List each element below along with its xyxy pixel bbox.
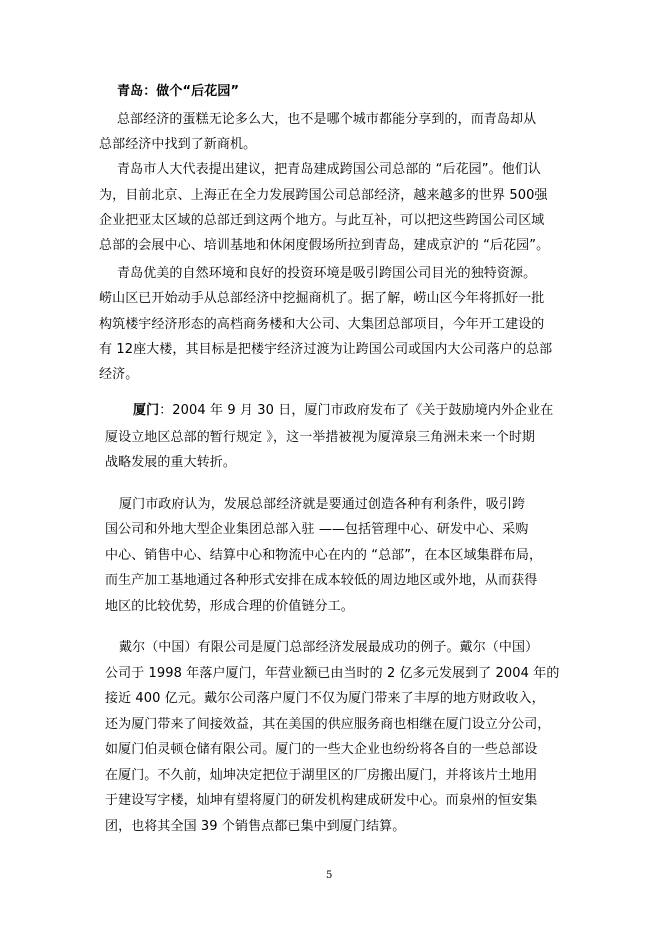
text-line: 于建设写字楼，灿坤有望将厦门的研发机构建成研发中心。而泉州的恒安集 <box>105 793 538 808</box>
text-line: 厦设立地区总部的暂行规定 》，这一举措被视为厦漳泉三角洲未来一个时期 <box>105 430 536 445</box>
section-heading-qingdao: 青岛：做个“后花园” <box>117 84 240 99</box>
text-line: 经济。 <box>99 367 139 382</box>
text-line: 团，也将其全国 39 个销售点都已集中到厦门结算。 <box>105 819 406 834</box>
text-line: 还为厦门带来了间接效益，其在美国的供应服务商也相继在厦门设立分公司， <box>105 717 551 732</box>
text-line: 公司于 1998 年落户厦门，年营业额已由当时的 2 亿多元发展到了 2004 年的 <box>105 666 560 681</box>
text-line: 有 12座大楼，其目标是把楼宇经济过渡为让跨国公司或国内大公司落户的总部 <box>99 342 553 357</box>
text-line: 为，目前北京、上海正在全力发展跨国公司总部经济，越来越多的世界 500强 <box>99 188 548 203</box>
text-line: 构筑楼宇经济形态的高档商务楼和大公司、大集团总部项目，今年开工建设的 <box>99 317 545 332</box>
text-line: 地区的比较优势，形成合理的价值链分工。 <box>105 599 354 614</box>
text-line: 企业把亚太区域的总部迁到这两个地方。与此互补，可以把这些跨国公司区域 <box>99 213 545 228</box>
text-line: 崂山区已开始动手从总部经济中挖掘商机了。据了解，崂山区今年将抓好一批 <box>99 291 545 306</box>
page-number: 5 <box>326 870 333 881</box>
text-line: 总部的会展中心、培训基地和休闲度假场所拉到青岛，建成京沪的 “后花园”。 <box>99 238 550 253</box>
text-line <box>133 403 553 419</box>
text-line: 厦门市政府认为，发展总部经济就是要通过创造各种有利条件，吸引跨 <box>119 497 526 512</box>
text-line: 青岛市人大代表提出建议，把青岛建成跨国公司总部的 “后花园”。他们认 <box>117 162 542 177</box>
text-line: 总部经济的蛋糕无论多么大，也不是哪个城市都能分享到的，而青岛却从 <box>117 112 537 127</box>
text-line: 中心、销售中心、结算中心和物流中心在内的 “总部”，在本区域集群布局， <box>105 548 543 563</box>
text-line: 戴尔（中国）有限公司是厦门总部经济发展最成功的例子。戴尔（中国） <box>119 640 539 655</box>
text-line: 战略发展的重大转折。 <box>105 455 237 470</box>
text-line: 青岛优美的自然环境和良好的投资环境是吸引跨国公司目光的独特资源。 <box>117 266 537 281</box>
text-line: 在厦门。不久前，灿坤决定把位于湖里区的厂房搬出厦门，并将该片土地用 <box>105 768 538 783</box>
text-line: 如厦门伯灵顿仓储有限公司。厦门的一些大企业也纷纷将各自的一些总部设 <box>105 742 538 757</box>
text-line: 总部经济中找到了新商机。 <box>99 137 257 152</box>
text-line: 接近 400 亿元。戴尔公司落户厦门不仅为厦门带来了丰厚的地方财政收入， <box>105 691 545 706</box>
text-line: 国公司和外地大型企业集团总部入驻 ——包括管理中心、研发中心、采购 <box>105 522 529 537</box>
text-line-body: ：2004 年 9 月 30 日，厦门市政府发布了《关于鼓励境内外企业在 <box>159 403 554 418</box>
section-label-xiamen: 厦门 <box>133 403 160 418</box>
text-line: 而生产加工基地通过各种形式安排在成本较低的周边地区或外地，从而获得 <box>105 573 538 588</box>
